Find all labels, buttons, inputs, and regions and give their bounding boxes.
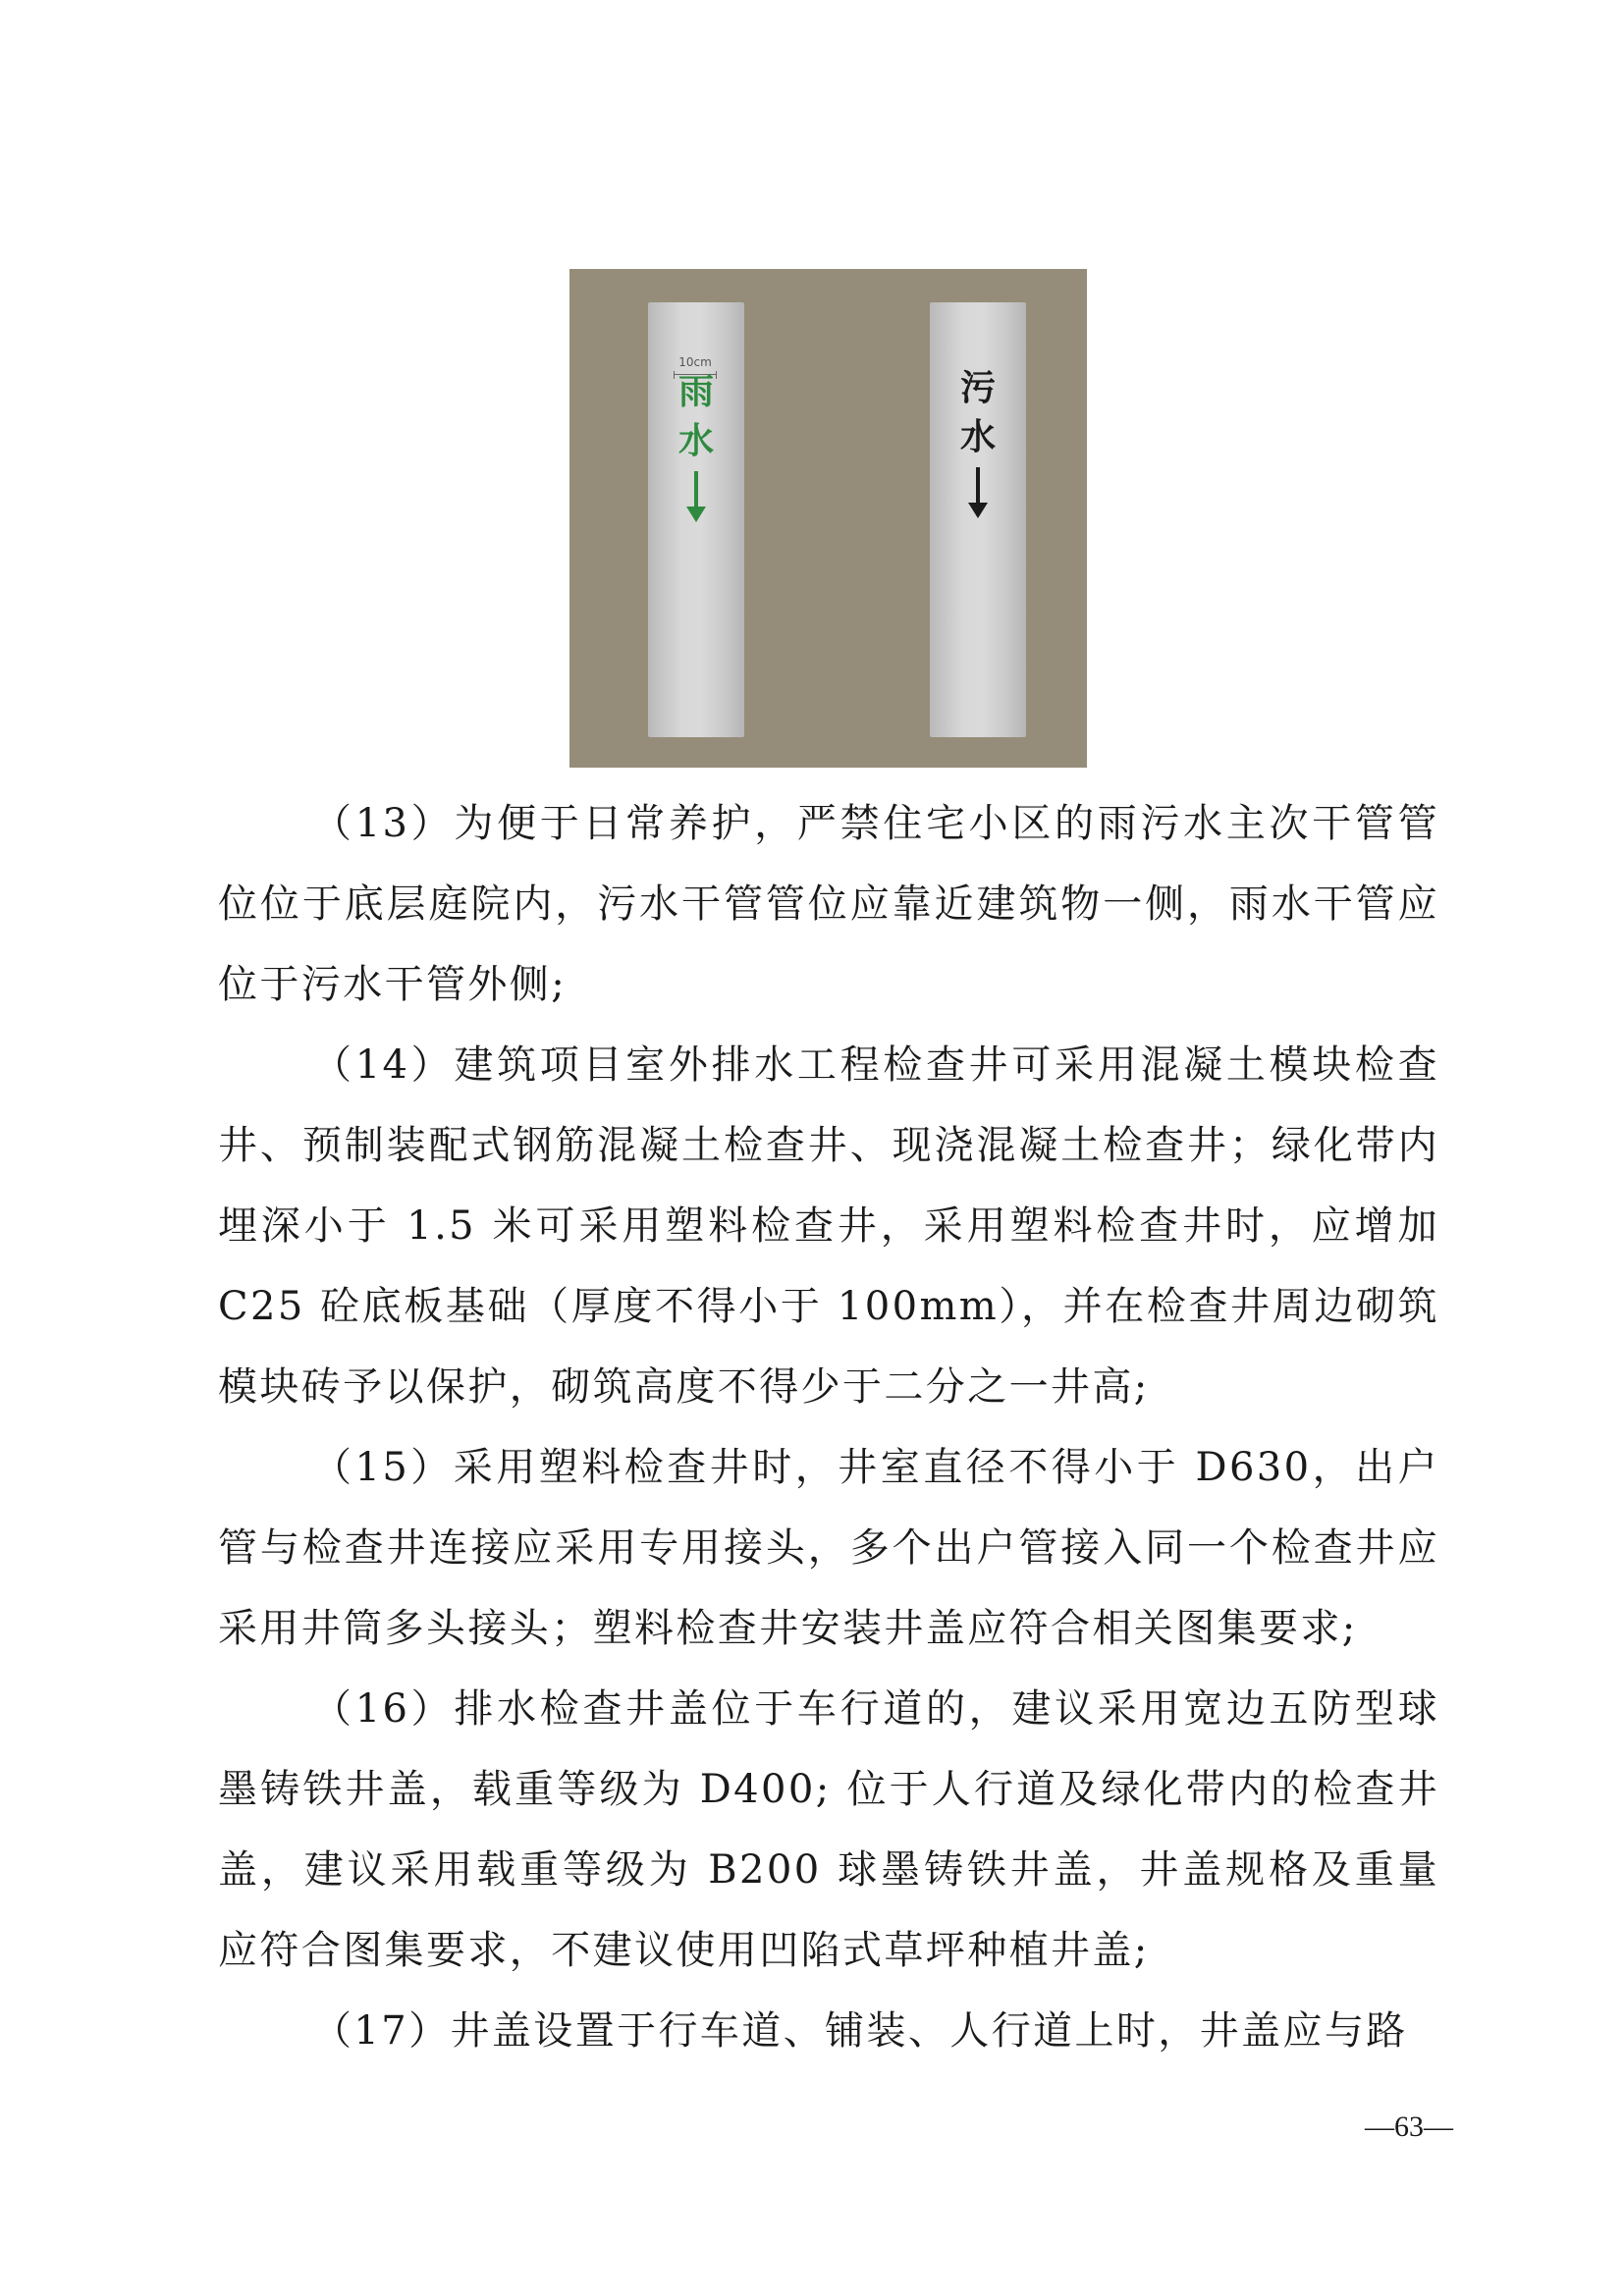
paragraph-16: （16）排水检查井盖位于车行道的，建议采用宽边五防型球墨铸铁井盖，载重等级为 D400; 位于人行道及绿化带内的检查井盖，建议采用载重等级为 B200 球墨铸铁井盖，井盖规格及重量应符合图集要求，不建议使用凹陷式草坪种植井盖;	[218, 1686, 1439, 1973]
pipe-marking-figure	[569, 269, 1087, 768]
sewage-pipe-char-1: 污	[959, 368, 996, 408]
page-number: —63—	[1365, 2110, 1453, 2143]
rain-pipe-char-2: 水	[677, 421, 714, 461]
paragraph-17: （17）井盖设置于行车道、铺装、人行道上时，井盖应与路	[312, 2008, 1408, 2054]
paragraph-14: （14）建筑项目室外排水工程检查井可采用混凝土模块检查井、预制装配式钢筋混凝土检查井、现浇混凝土检查井；绿化带内埋深小于 1.5 米可采用塑料检查井，采用塑料检查井时，应增加 C25 砼底板基础（厚度不得小于 100mm），并在检查井周边砌筑模块砖予以保护，砌筑高度不得少于二分之一井高;	[218, 1042, 1439, 1410]
scale-label: 10cm	[678, 355, 712, 369]
rain-pipe-char-1: 雨	[677, 372, 714, 412]
sewage-pipe-char-2: 水	[959, 417, 996, 457]
sewage-pipe	[930, 302, 1026, 737]
rain-water-pipe	[648, 302, 744, 737]
body-text	[218, 783, 1439, 2071]
arrow-down-icon	[682, 469, 710, 524]
arrow-down-icon	[964, 465, 992, 520]
paragraph-15: （15）采用塑料检查井时，井室直径不得小于 D630，出户管与检查井连接应采用专用接头，多个出户管接入同一个检查井应采用井筒多头接头；塑料检查井安装井盖应符合相关图集要求;	[218, 1445, 1439, 1651]
paragraph-13: （13）为便于日常养护，严禁住宅小区的雨污水主次干管管位位于底层庭院内，污水干管管位应靠近建筑物一侧，雨水干管应位于污水干管外侧;	[218, 801, 1439, 1007]
